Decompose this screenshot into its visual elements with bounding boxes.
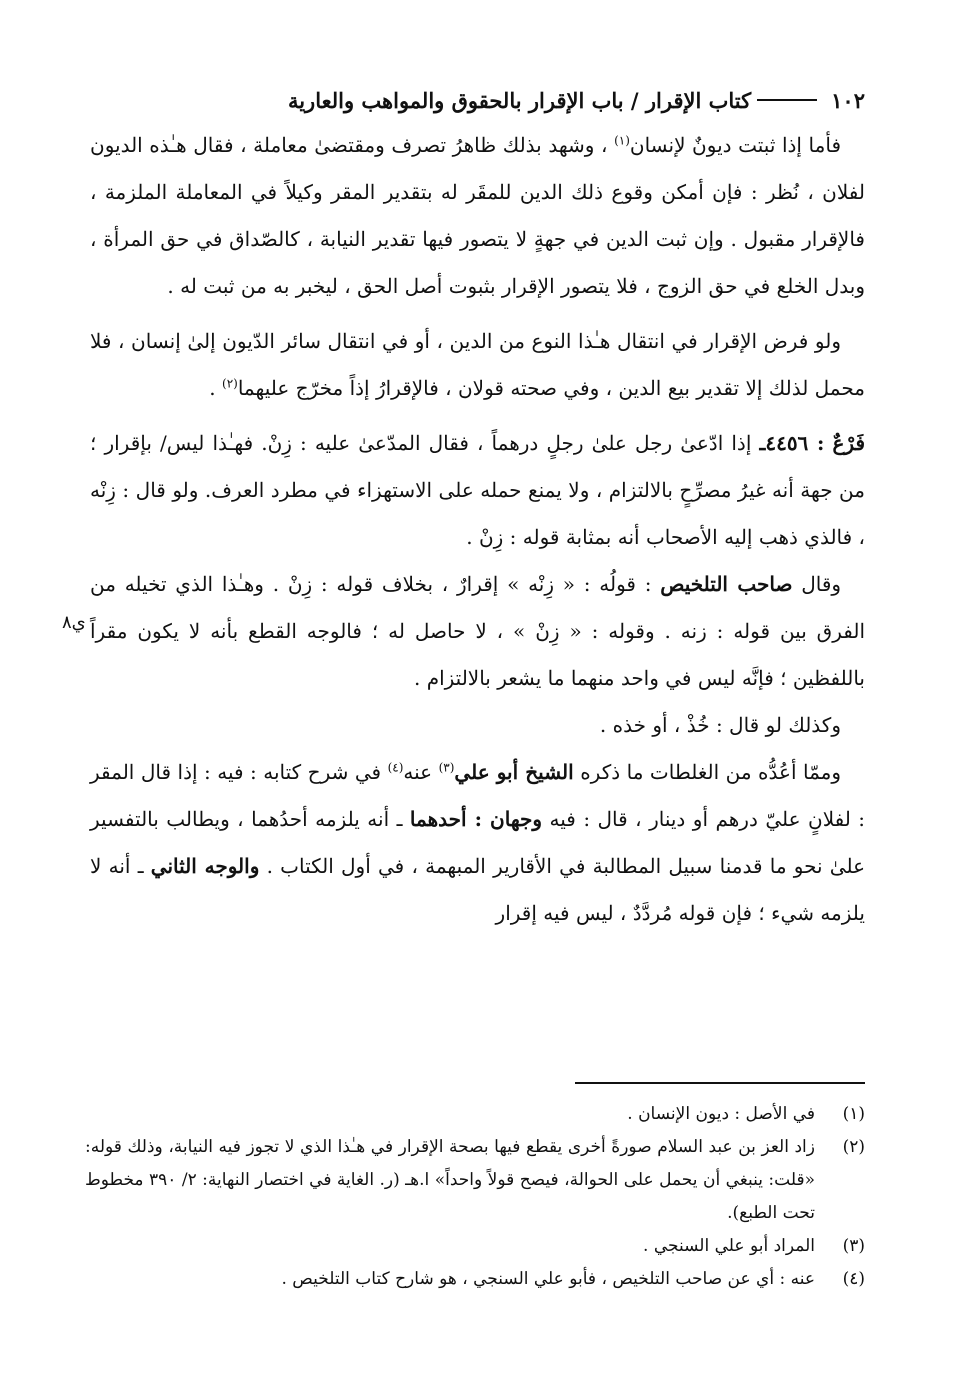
- text-span: ، وشهد بذلك ظاهرُ تصرف ومقتضىٰ معاملة ، فقال هـٰذه الديون لفلان ، نُظر : فإن أمكن وقوع ذلك الدين للمقَر له بتقدير المقر وكيلاً في المعاملة الملزمة ، فالإقرار مقبول . وإن ثبت الدين في جهةٍ لا يتصور فيها تقدير النيابة ، كالصّداق في حق المرأة ، وبدل الخلع في حق الزوج ، فلا يتصور الإقرار بثبوت أصل الحق ، ليخبر به من ثبت له .: [90, 133, 865, 298]
- text-span: ولو فرض الإقرار في انتقال هـٰذا النوع من الدين ، أو في انتقال سائر الدّيون إلىٰ إنسان ، فلا محمل لذلك إلا تقدير بيع الدين ، وفي صحته قولان ، فالإقرارُ إذاً مخرّج عليهما: [90, 329, 865, 400]
- paragraph-6: [90, 749, 865, 937]
- footnote: [85, 1098, 865, 1131]
- far-heading: فَرْعٌ: [832, 431, 865, 455]
- text-span: .: [209, 376, 216, 400]
- footnotes: [85, 1098, 865, 1296]
- text-span: وممّا أعُدُّه من الغلطات ما ذكره: [580, 760, 842, 784]
- text-span: : قولُه : « زِنْه » إقرارٌ ، بخلاف قوله : زِنْ . وهـٰذا الذي تخيله من الفرق بين قوله : زنه . وقوله : « زِنْ » ، لا حاصل له ؛ فالوجه القطع بأنه لا يكون مقراً باللفظين ؛ فإنَّه ليس في واحد منهما ما يشعر بالالتزام .: [90, 572, 865, 690]
- footnote-number: (٤): [842, 1269, 865, 1289]
- margin-note: ي٨: [62, 612, 86, 633]
- text-span: فأما إذا ثبتت ديونٌ لإنسان: [629, 133, 842, 157]
- text-span: وكذلك لو قال : خُذْ ، أو خذه .: [599, 713, 841, 737]
- bold-phrase: والوجه الثاني: [150, 854, 260, 878]
- text-span: إذا ادّعىٰ رجل علىٰ رجلٍ درهماً ، فقال المدّعىٰ عليه : زِنْ. فهـٰذا ليس/ بإقرار ؛ من جهة أنه غيرُ مصرِّحٍ بالالتزام ، ولا يمنع حمله على الاستهزاء في مطرد العرف. ولو قال : زِنْه ، فالذي ذهب إليه الأصحاب أنه بمثابة قوله : زِنْ .: [90, 431, 865, 549]
- footnote-ref-4[interactable]: (٤): [387, 760, 404, 775]
- paragraph-4: [90, 561, 865, 702]
- bold-phrase: وجهان : أحدهما: [409, 807, 543, 831]
- issue-number: : ٤٤٥٦ـ: [759, 431, 825, 455]
- footnote-ref-2[interactable]: (٢): [222, 376, 238, 391]
- footnote-ref-1[interactable]: (١): [614, 133, 630, 148]
- footnote-number: (٢): [842, 1137, 865, 1157]
- page-number: ١٠٢: [831, 87, 865, 113]
- page-body: [90, 78, 865, 937]
- footnote-ref-3[interactable]: (٣): [438, 760, 455, 775]
- paragraph-5: [90, 702, 865, 749]
- running-header: [90, 78, 865, 122]
- footnote-text: عنه : أي عن صاحب التلخيص ، فأبو علي السنجي ، هو شارح كتاب التلخيص .: [281, 1269, 815, 1289]
- footnote-divider: [575, 1082, 865, 1084]
- text-span: عنه: [403, 760, 433, 784]
- paragraph-3: [90, 420, 865, 561]
- text-span: ـ أنه لا يلزمه شيء ؛ فإن قوله مُردَّدٌ ، ليس فيه إقرار: [90, 854, 865, 925]
- author-name: صاحب التلخيص: [660, 572, 793, 596]
- footnote-text: المراد أبو علي السنجي .: [643, 1236, 815, 1256]
- text-span: في شرح كتابه : فيه : إذا قال المقر : لفلانٍ عليّ درهم أو دينار ، قال : فيه: [90, 760, 866, 831]
- footnote: [85, 1263, 865, 1296]
- chapter-title: كتاب الإقرار / باب الإقرار بالحقوق والمواهب والعارية: [287, 87, 752, 113]
- footnote-text: في الأصل : ديون الإنسان .: [627, 1104, 815, 1124]
- text-span: وقال: [801, 572, 842, 596]
- footnote-text: زاد العز بن عبد السلام صورةً أخرى يقطع فيها بصحة الإقرار في هـٰذا الذي لا تجوز فيه النيابة، وذلك قوله: «قلت: ينبغي أن يحمل على الحوالة، فيصح قولاً واحداً» ا.هـ (ر. الغاية في اختصار النهاية: ٢/ ٣٩٠ مخطوط تحت الطبع).: [85, 1137, 816, 1223]
- text-span: ـ أنه يلزمه أحدُهما ، ويطالب بالتفسير علىٰ نحو ما قدمنا سبيل المطالبة في الأقارير المبهمة ، في أول الكتاب .: [90, 807, 865, 878]
- header-rule: [757, 99, 817, 101]
- paragraph-1: [90, 122, 865, 310]
- footnote: [85, 1230, 865, 1263]
- footnote-number: (١): [842, 1104, 865, 1124]
- footnote-number: (٣): [842, 1236, 865, 1256]
- footnote: [85, 1131, 865, 1230]
- paragraph-2: [90, 318, 865, 412]
- scholar-name: الشيخ أبو علي: [454, 760, 574, 784]
